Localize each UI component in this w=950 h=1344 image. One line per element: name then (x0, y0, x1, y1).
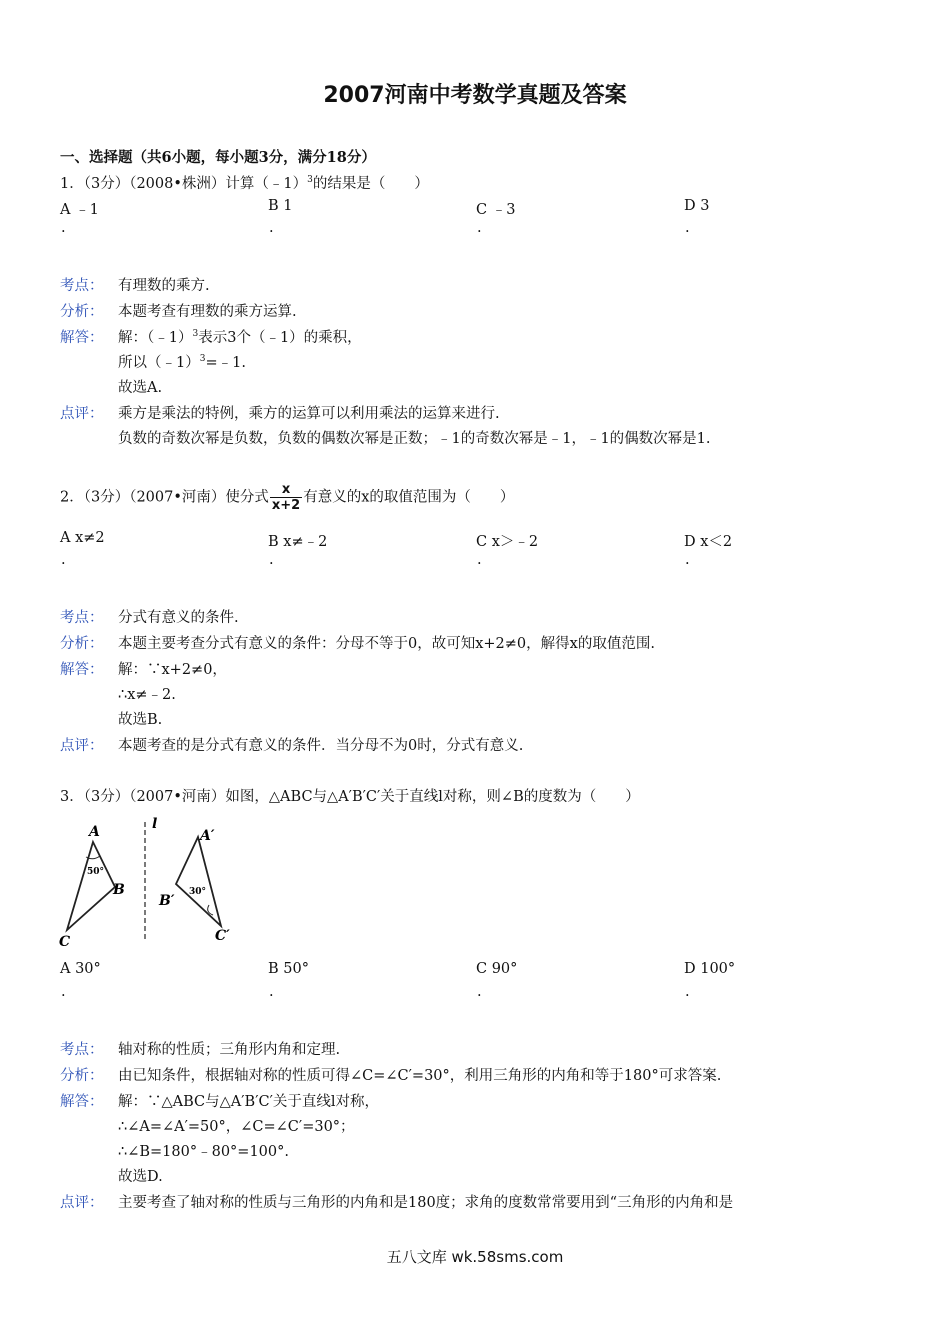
axis-l-label: l (152, 816, 158, 832)
vertex-b-prime-label: B′ (159, 893, 175, 909)
q2-option-a: A x≠2 (60, 530, 105, 546)
q1-dot-c: . (477, 220, 482, 236)
q1-option-b: B 1 (268, 198, 293, 214)
q3-jieda-line3: ∴∠B=180°﹣80°=100°. (118, 1144, 289, 1160)
q1-option-d: D 3 (684, 198, 710, 214)
vertex-a-label: A (89, 824, 100, 840)
q2-fenxi-text: 本题主要考查分式有意义的条件：分母不等于0，故可知x+2≠0，解得x的取值范围. (118, 636, 655, 652)
q1-dot-d: . (685, 220, 690, 236)
page-title: 2007河南中考数学真题及答案 (323, 83, 627, 108)
q3-option-a: A 30° (60, 961, 101, 977)
vertex-c-prime-label: C′ (215, 928, 230, 944)
q3-kaodian-text: 轴对称的性质；三角形内角和定理. (118, 1042, 341, 1058)
q1-dianping-line1: 乘方是乘法的特例，乘方的运算可以利用乘法的运算来进行. (118, 406, 500, 422)
q2-option-d: D x＜2 (684, 534, 733, 550)
q3-dianping-label: 点评： (60, 1195, 104, 1211)
q2-kaodian-text: 分式有意义的条件. (118, 610, 239, 626)
q3-option-c: C 90° (476, 961, 518, 977)
q3-jieda-line4: 故选D. (118, 1169, 163, 1185)
q2-option-c: C x＞﹣2 (476, 534, 539, 550)
q1-option-a: A ﹣1 (60, 202, 99, 218)
q3-jieda-line2: ∴∠A=∠A′=50°，∠C=∠C′=30°； (118, 1119, 355, 1135)
q3-kaodian-label: 考点： (60, 1042, 104, 1058)
q2-dot-c: . (477, 552, 482, 568)
vertex-a-prime-label: A′ (200, 828, 215, 844)
q3-option-b: B 50° (268, 961, 309, 977)
angle-30-label: 30° (189, 887, 207, 897)
section-heading: 一、选择题（共6小题，每小题3分，满分18分） (60, 149, 376, 166)
q1-dot-b: . (269, 220, 274, 236)
q3-fenxi-label: 分析： (60, 1068, 104, 1084)
q3-jieda-label: 解答： (60, 1094, 104, 1110)
q2-option-b: B x≠﹣2 (268, 534, 328, 550)
q2-kaodian-label: 考点： (60, 610, 104, 626)
q3-stem: 3．（3分）（2007•河南）如图，△ABC与△A′B′C′关于直线l对称，则∠B的度数为（ ） (60, 789, 640, 805)
q1-jieda-line3: 故选A. (118, 380, 163, 396)
q3-jieda-line1: 解：∵△ABC与△A′B′C′关于直线l对称， (118, 1094, 380, 1110)
q2-jieda-line1: 解：∵x+2≠0， (118, 662, 227, 678)
q2-dot-d: . (685, 552, 690, 568)
q3-triangle-figure (55, 812, 255, 957)
q1-stem: 1．（3分）（2008•株洲）计算（﹣1）$^3$的结果是（ ） (60, 175, 429, 192)
q3-dot-b: . (269, 984, 274, 1000)
triangle-abc (67, 842, 115, 930)
q3-dianping-text: 主要考查了轴对称的性质与三角形的内角和是180度；求角的度数常常要用到“三角形的内角和是 (118, 1195, 734, 1211)
q1-dianping-line2: 负数的奇数次幂是负数，负数的偶数次幂是正数；﹣1的奇数次幂是﹣1，﹣1的偶数次幂是1. (118, 431, 711, 447)
q1-jieda-label: 解答： (60, 330, 104, 346)
q2-fenxi-label: 分析： (60, 636, 104, 652)
q1-fenxi-label: 分析： (60, 304, 104, 320)
vertex-b-label: B (113, 882, 125, 898)
q1-kaodian-text: 有理数的乘方. (118, 278, 210, 294)
q1-jieda-line2: 所以（﹣1）$^3$=﹣1. (118, 354, 246, 371)
q3-fenxi-text: 由已知条件，根据轴对称的性质可得∠C=∠C′=30°，利用三角形的内角和等于180°可求答案. (118, 1068, 722, 1084)
q2-dianping-text: 本题考查的是分式有意义的条件．当分母不为0时，分式有意义. (118, 738, 524, 754)
q2-jieda-label: 解答： (60, 662, 104, 678)
q3-option-d: D 100° (684, 961, 736, 977)
triangle-abc-prime (176, 837, 221, 926)
q1-dianping-label: 点评： (60, 406, 104, 422)
q2-stem: 2．（3分）（2007•河南）使分式 $\frac{x}{x+2}$ 有意义的x的取值范围为（ ） (60, 482, 515, 513)
q1-dot-a: . (61, 220, 66, 236)
q2-fraction: $\frac{x}{x+2}$ (271, 482, 301, 513)
q1-option-c: C ﹣3 (476, 202, 516, 218)
vertex-c-label: C (59, 934, 71, 950)
angle-50-label: 50° (87, 867, 105, 877)
q3-dot-c: . (477, 984, 482, 1000)
q3-dot-a: . (61, 984, 66, 1000)
q2-jieda-line3: 故选B. (118, 712, 163, 728)
q2-jieda-line2: ∴x≠﹣2. (118, 687, 176, 703)
q1-jieda-line1: 解：（﹣1）$^3$表示3个（﹣1）的乘积， (118, 329, 362, 346)
q1-kaodian-label: 考点： (60, 278, 104, 294)
q3-dot-d: . (685, 984, 690, 1000)
q2-dianping-label: 点评： (60, 738, 104, 754)
q2-dot-a: . (61, 552, 66, 568)
q1-fenxi-text: 本题考查有理数的乘方运算. (118, 304, 297, 320)
q2-dot-b: . (269, 552, 274, 568)
page-footer: 五八文库 wk.58sms.com (386, 1248, 564, 1266)
